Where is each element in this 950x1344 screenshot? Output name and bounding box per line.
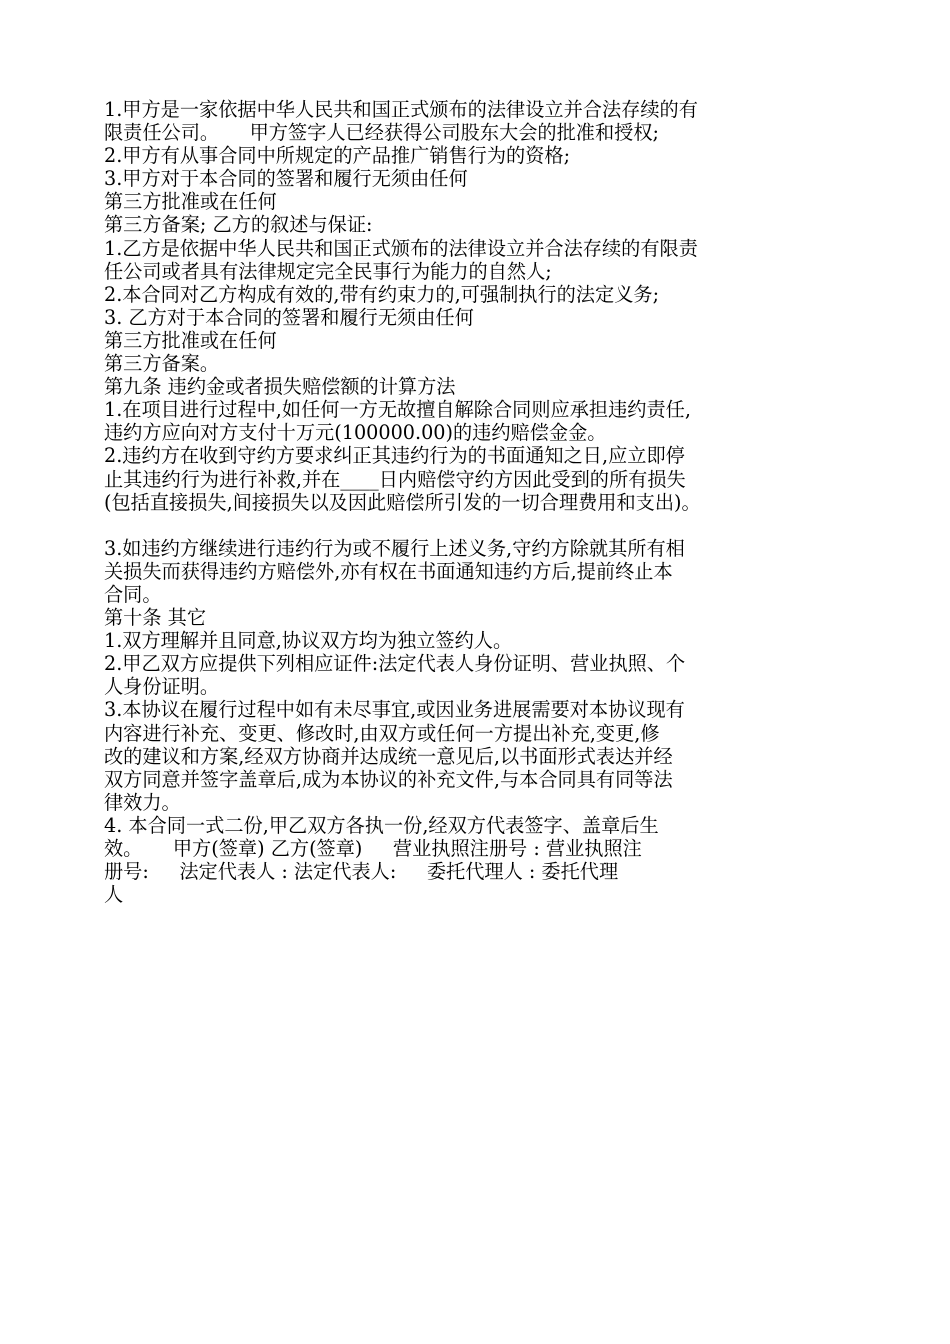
text-line: 人身份证明。 bbox=[104, 675, 220, 699]
text-line: 1.甲方是一家依据中华人民共和国正式颁布的法律设立并合法存续的有 bbox=[104, 98, 698, 121]
text-line: 改的建议和方案,经双方协商并达成统一意见后,以书面形式表达并经 bbox=[104, 744, 673, 768]
text-line: 任公司或者具有法律规定完全民事行为能力的自然人; bbox=[104, 259, 552, 283]
section-heading: 第九条 违约金或者损失赔偿额的计算方法 bbox=[104, 375, 456, 399]
blank-line bbox=[104, 514, 864, 537]
text-line: 违约方应向对方支付十万元(100000.00)的违约赔偿金金。 bbox=[104, 421, 607, 445]
text-line: 2.违约方在收到守约方要求纠正其违约行为的书面通知之日,应立即停 bbox=[104, 444, 685, 468]
text-line: 2.甲乙双方应提供下列相应证件:法定代表人身份证明、营业执照、个 bbox=[104, 652, 686, 676]
text-line: 4. 本合同一式二份,甲乙双方各执一份,经双方代表签字、盖章后生 bbox=[104, 813, 659, 837]
section-heading: 第十条 其它 bbox=[104, 606, 207, 630]
text-line: 关损失而获得违约方赔偿外,亦有权在书面通知违约方后,提前终止本 bbox=[104, 559, 673, 583]
text-line: 内容进行补充、变更、修改时,由双方或任何一方提出补充,变更,修 bbox=[104, 721, 660, 745]
text-line: 册号: 法定代表人 : 法定代表人: 委托代理人 : 委托代理 bbox=[104, 860, 619, 884]
text-line: 2.本合同对乙方构成有效的,带有约束力的,可强制执行的法定义务; bbox=[104, 282, 660, 306]
text-line: 限责任公司。 甲方签字人已经获得公司股东大会的批准和授权; bbox=[104, 121, 660, 145]
document-body bbox=[104, 98, 864, 906]
text-line: 1.乙方是依据中华人民共和国正式颁布的法律设立并合法存续的有限责 bbox=[104, 236, 698, 260]
text-line: 人 bbox=[104, 883, 124, 907]
text-line: 3.本协议在履行过程中如有未尽事宜,或因业务进展需要对本协议现有 bbox=[104, 698, 685, 722]
text-line: (包括直接损失,间接损失以及因此赔偿所引发的一切合理费用和支出)。 bbox=[104, 490, 701, 514]
text-line: 1.在项目进行过程中,如任何一方无故擅自解除合同则应承担违约责任, bbox=[104, 398, 691, 422]
text-line: 3.如违约方继续进行违约行为或不履行上述义务,守约方除就其所有相 bbox=[104, 536, 685, 560]
text-line: 第三方批准或在任何 bbox=[104, 328, 277, 352]
text-line: 1.双方理解并且同意,协议双方均为独立签约人。 bbox=[104, 629, 513, 653]
text-line: 2.甲方有从事合同中所规定的产品推广销售行为的资格; bbox=[104, 144, 571, 168]
text-line: 3.甲方对于本合同的签署和履行无须由任何 bbox=[104, 167, 468, 191]
text-line: 第三方备案。 bbox=[104, 352, 220, 376]
text-line: 止其违约行为进行补救,并在____日内赔偿守约方因此受到的所有损失 bbox=[104, 467, 686, 491]
text-line: 3. 乙方对于本合同的签署和履行无须由任何 bbox=[104, 305, 474, 329]
text-line: 效。 甲方(签章) 乙方(签章) 营业执照注册号 : 营业执照注 bbox=[104, 837, 642, 860]
text-line: 律效力。 bbox=[104, 790, 181, 814]
text-line: 双方同意并签字盖章后,成为本协议的补充文件,与本合同具有同等法 bbox=[104, 767, 673, 791]
text-line: 第三方备案; 乙方的叙述与保证: bbox=[104, 213, 373, 237]
text-line: 第三方批准或在任何 bbox=[104, 190, 277, 214]
text-line: 合同。 bbox=[104, 582, 162, 606]
